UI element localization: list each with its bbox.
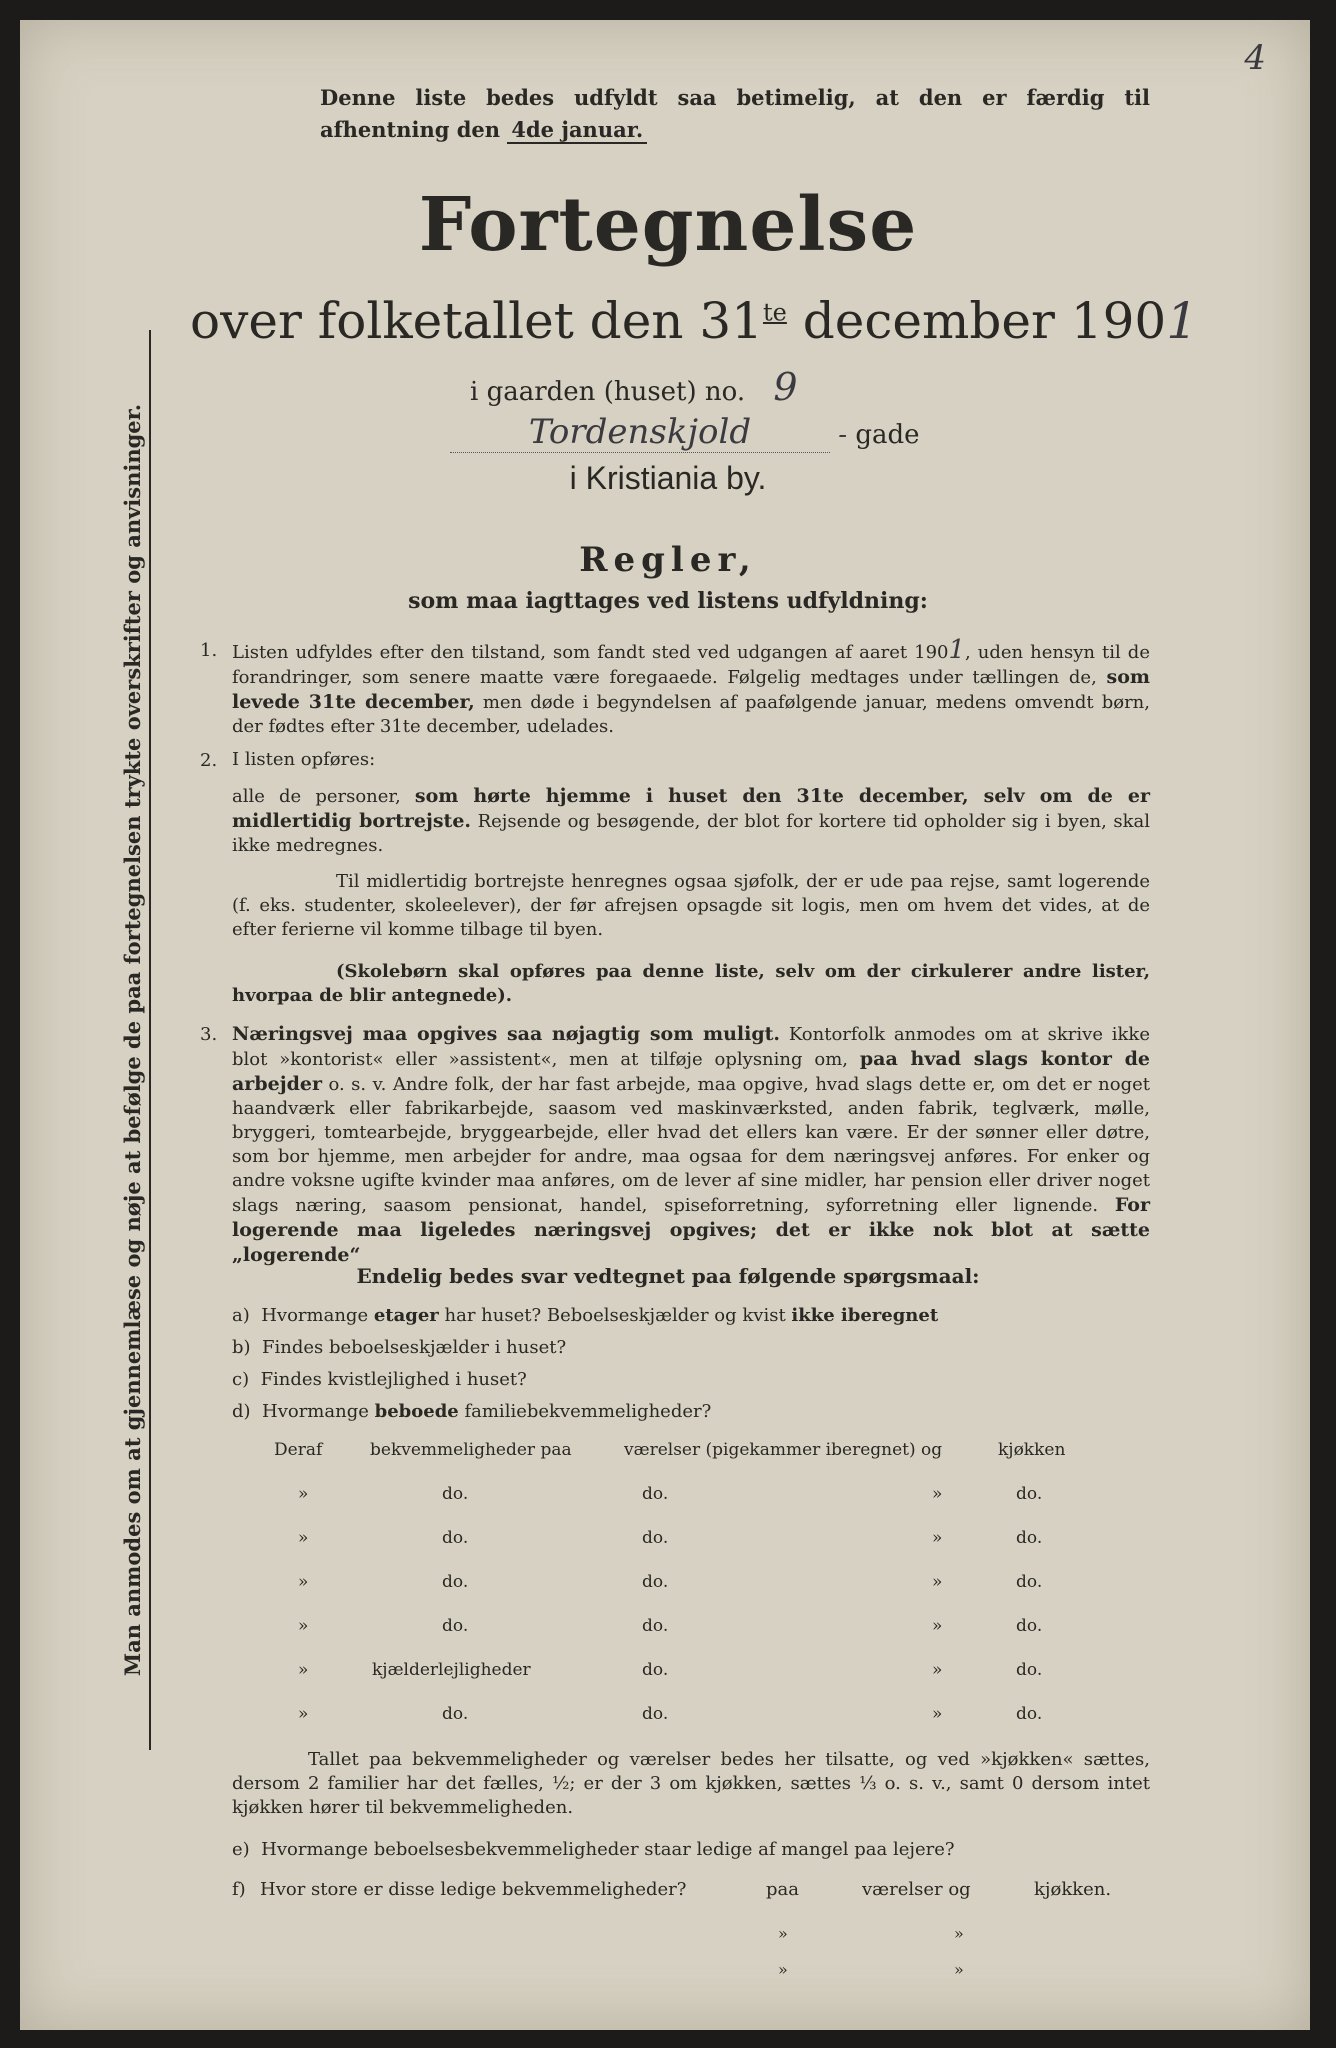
row-ditto: »	[778, 1960, 788, 1979]
rule-1-bold: som levede 31te december,	[232, 666, 1150, 713]
question-a	[232, 1300, 1150, 1332]
table-header-c3: værelser (pigekammer iberegnet) og	[624, 1440, 943, 1460]
row-ditto: »	[778, 1924, 788, 1943]
rule-1-text-a: Listen udfyldes efter den tilstand, som fandt sted ved udgangen af aaret 190	[232, 642, 949, 663]
subtitle-post: december 190	[802, 292, 1167, 350]
row-ditto: »	[298, 1484, 309, 1504]
row-ditto: »	[932, 1572, 943, 1592]
row-ditto: »	[298, 1572, 309, 1592]
side-instruction: Man anmodes om at gjennemlæse og nøje at befølge de paa fortegnelsen trykte overskrifter og anvisninger.	[120, 330, 151, 1750]
subtitle-pre: over folketallet den 31	[190, 292, 763, 350]
row-ditto: »	[932, 1704, 943, 1724]
row-c4: do.	[1016, 1484, 1043, 1504]
rule-3	[232, 1022, 1150, 1268]
question-d-bold: beboede	[374, 1401, 459, 1422]
question-f	[232, 1874, 1150, 1906]
row-ditto: »	[298, 1704, 309, 1724]
question-a-pre: Hvormange	[261, 1305, 369, 1326]
row-c3: do.	[642, 1484, 669, 1504]
notice-text: Denne liste bedes udfyldt saa betimelig, at den er færdig til afhentning den	[320, 85, 1150, 142]
row-ditto: »	[932, 1616, 943, 1636]
form-subtitle	[190, 292, 1198, 350]
question-f-label: f)	[232, 1879, 246, 1900]
rule-1-year-hand: 1	[948, 635, 966, 665]
rule-2-intro: I listen opføres:	[232, 749, 376, 770]
rule-1-number: 1.	[200, 640, 218, 661]
city-line: i Kristiania by.	[569, 460, 767, 496]
page-number: 4	[1244, 38, 1266, 78]
row-c2: do.	[442, 1528, 469, 1548]
question-c	[232, 1364, 527, 1396]
row-c2: kjælderlejligheder	[372, 1660, 531, 1680]
row-ditto: »	[932, 1660, 943, 1680]
rule-2-text-b: Rejsende og besøgende, der blot for kortere tid opholder sig i byen, skal ikke medregnes.	[232, 811, 1150, 856]
rule-2-paragraph-3: (Skolebørn skal opføres paa denne liste, selv om der cirkulerer andre lister, hvorpaa de blir antegnede).	[232, 961, 1150, 1006]
rule-2-text-a: alle de personer,	[232, 786, 401, 807]
row-c2: do.	[442, 1704, 469, 1724]
rule-3-text-a: Kontorfolk anmodes om at skrive ikke blot »kontorist« eller »assistent«, men at tilføje oplysning om,	[232, 1024, 1150, 1070]
notice-date: 4de januar.	[507, 117, 647, 144]
rule-3-bold-3: For logerende maa ligeledes næringsvej opgives; det er ikke nok blot at sætte „logerende“	[232, 1194, 1150, 1266]
question-a-bold-2: ikke iberegnet	[791, 1305, 939, 1326]
table-note: Tallet paa bekvemmeligheder og værelser bedes her tilsatte, og ved »kjøkken« sættes, dersom 2 familier har det fælles, ½; er der 3 om kjøkken, sættes ⅓ o. s. v., samt 0 dersom intet kjøkken hører til bekvemmeligheden.	[232, 1749, 1150, 1818]
question-b-text: Findes beboelseskjælder i huset?	[262, 1337, 567, 1358]
rule-2	[232, 784, 1150, 858]
rules-title: Regler,	[579, 540, 757, 580]
rule-3-number: 3.	[200, 1024, 218, 1045]
table-header-c1: Deraf	[274, 1440, 323, 1460]
subtitle-sup: te	[763, 298, 787, 327]
question-c-label: c)	[232, 1369, 250, 1390]
subtitle-year-hand: 1	[1166, 292, 1199, 350]
house-line	[470, 365, 798, 409]
question-a-label: a)	[232, 1305, 250, 1326]
table-header-c4: kjøkken	[998, 1440, 1066, 1460]
rule-3-bold-1: Næringsvej maa opgives saa nøjagtig som muligt.	[232, 1023, 781, 1045]
dwellings-table	[262, 1440, 1122, 1748]
question-b	[232, 1332, 566, 1364]
row-c3: do.	[642, 1704, 669, 1724]
question-d-label: d)	[232, 1401, 251, 1422]
street-suffix: gade	[855, 420, 920, 450]
rule-3-bold-2: paa hvad slags kontor de arbejder	[232, 1048, 1150, 1095]
row-c4: do.	[1016, 1660, 1043, 1680]
question-f-row	[232, 1924, 1150, 1954]
row-ditto: »	[298, 1616, 309, 1636]
row-ditto: »	[932, 1484, 943, 1504]
question-d-post: familiebekvemmeligheder?	[464, 1401, 712, 1422]
table-row	[262, 1484, 1122, 1528]
delivery-notice	[320, 82, 1150, 146]
row-c4: do.	[1016, 1704, 1043, 1724]
question-d-pre: Hvormange	[262, 1401, 369, 1422]
row-ditto: »	[932, 1528, 943, 1548]
question-b-label: b)	[232, 1337, 251, 1358]
row-c3: do.	[642, 1660, 669, 1680]
table-row	[262, 1660, 1122, 1704]
table-header	[262, 1440, 1122, 1484]
row-ditto: »	[954, 1924, 964, 1943]
row-c4: do.	[1016, 1528, 1043, 1548]
rules-subtitle: som maa iagttages ved listens udfyldning:	[408, 588, 928, 614]
rule-1	[232, 635, 1150, 739]
table-header-c2: bekvemmeligheder paa	[370, 1440, 572, 1460]
table-row	[262, 1528, 1122, 1572]
question-f-text: Hvor store er disse ledige bekvemmeligheder?	[260, 1879, 687, 1900]
row-c2: do.	[442, 1484, 469, 1504]
house-label: i gaarden (huset) no.	[470, 377, 746, 407]
question-a-mid: har huset? Beboelseskjælder og kvist	[444, 1305, 786, 1326]
table-row	[262, 1616, 1122, 1660]
street-name: Tordenskjold	[450, 412, 830, 453]
question-d	[232, 1396, 711, 1428]
rule-1-text-b: , uden hensyn til de forandringer, som senere maatte være foregaaede. Følgelig medtages under tællingen de,	[232, 642, 1150, 688]
row-c4: do.	[1016, 1616, 1043, 1636]
rule-1-text-c: men døde i begyndelsen af paafølgende januar, medens omvendt børn, der fødtes efter 31te december, udelades.	[232, 692, 1150, 737]
table-row	[262, 1572, 1122, 1616]
row-ditto: »	[298, 1660, 309, 1680]
question-e-label: e)	[232, 1839, 250, 1860]
question-c-text: Findes kvistlejlighed i huset?	[260, 1369, 527, 1390]
question-a-bold: etager	[373, 1305, 439, 1326]
street-line	[450, 412, 920, 453]
rule-2-number: 2.	[200, 750, 218, 771]
question-e	[232, 1834, 955, 1866]
rule-3-text-b: o. s. v. Andre folk, der har fast arbejde, maa opgive, hvad slags dette er, om det er noget haandværk eller fabrikarbejde, saasom ved maskinværksted, anden fabrik, teglværk, mølle, bryggeri, tomtearbejde, bryggearbejde, eller hvad det ellers kan være. Er der sønner eller døtre, som bor hjemme, men arbejder for andre, maa ogsaa for dem næringsvej anføres. For enker og andre voksne ugifte kvinder maa anføres, om de lever af sine midler, har pension eller driver noget slags næring, saasom pensionat, handel, spiseforretning, syforretning eller lignende.	[232, 1074, 1150, 1216]
final-heading: Endelig bedes svar vedtegnet paa følgende spørgsmaal:	[356, 1264, 980, 1288]
question-e-text: Hvormange beboelsesbekvemmeligheder staar ledige af mangel paa lejere?	[261, 1839, 955, 1860]
house-number: 9	[773, 365, 798, 409]
row-c4: do.	[1016, 1572, 1043, 1592]
question-f-c4: kjøkken.	[1034, 1879, 1112, 1900]
rule-2-paragraph-2: Til midlertidig bortrejste henregnes ogsaa sjøfolk, der er ude paa rejse, samt logerende (f. eks. studenter, skoleelever), der før afrejsen opsagde sit logis, men om hvem det vides, at de efter ferierne vil komme tilbage til byen.	[232, 871, 1150, 940]
row-c2: do.	[442, 1616, 469, 1636]
row-c3: do.	[642, 1616, 669, 1636]
row-ditto: »	[954, 1960, 964, 1979]
row-c3: do.	[642, 1528, 669, 1548]
row-c3: do.	[642, 1572, 669, 1592]
street-dash: -	[838, 420, 848, 450]
table-row	[262, 1704, 1122, 1748]
question-f-row	[232, 1960, 1150, 1990]
form-title: Fortegnelse	[418, 182, 918, 268]
question-f-c2: paa	[766, 1879, 799, 1900]
rule-2-bold: som hørte hjemme i huset den 31te december, selv om de er midlertidig bortrejste.	[232, 785, 1150, 832]
row-ditto: »	[298, 1528, 309, 1548]
question-f-c3: værelser og	[862, 1879, 971, 1900]
row-c2: do.	[442, 1572, 469, 1592]
